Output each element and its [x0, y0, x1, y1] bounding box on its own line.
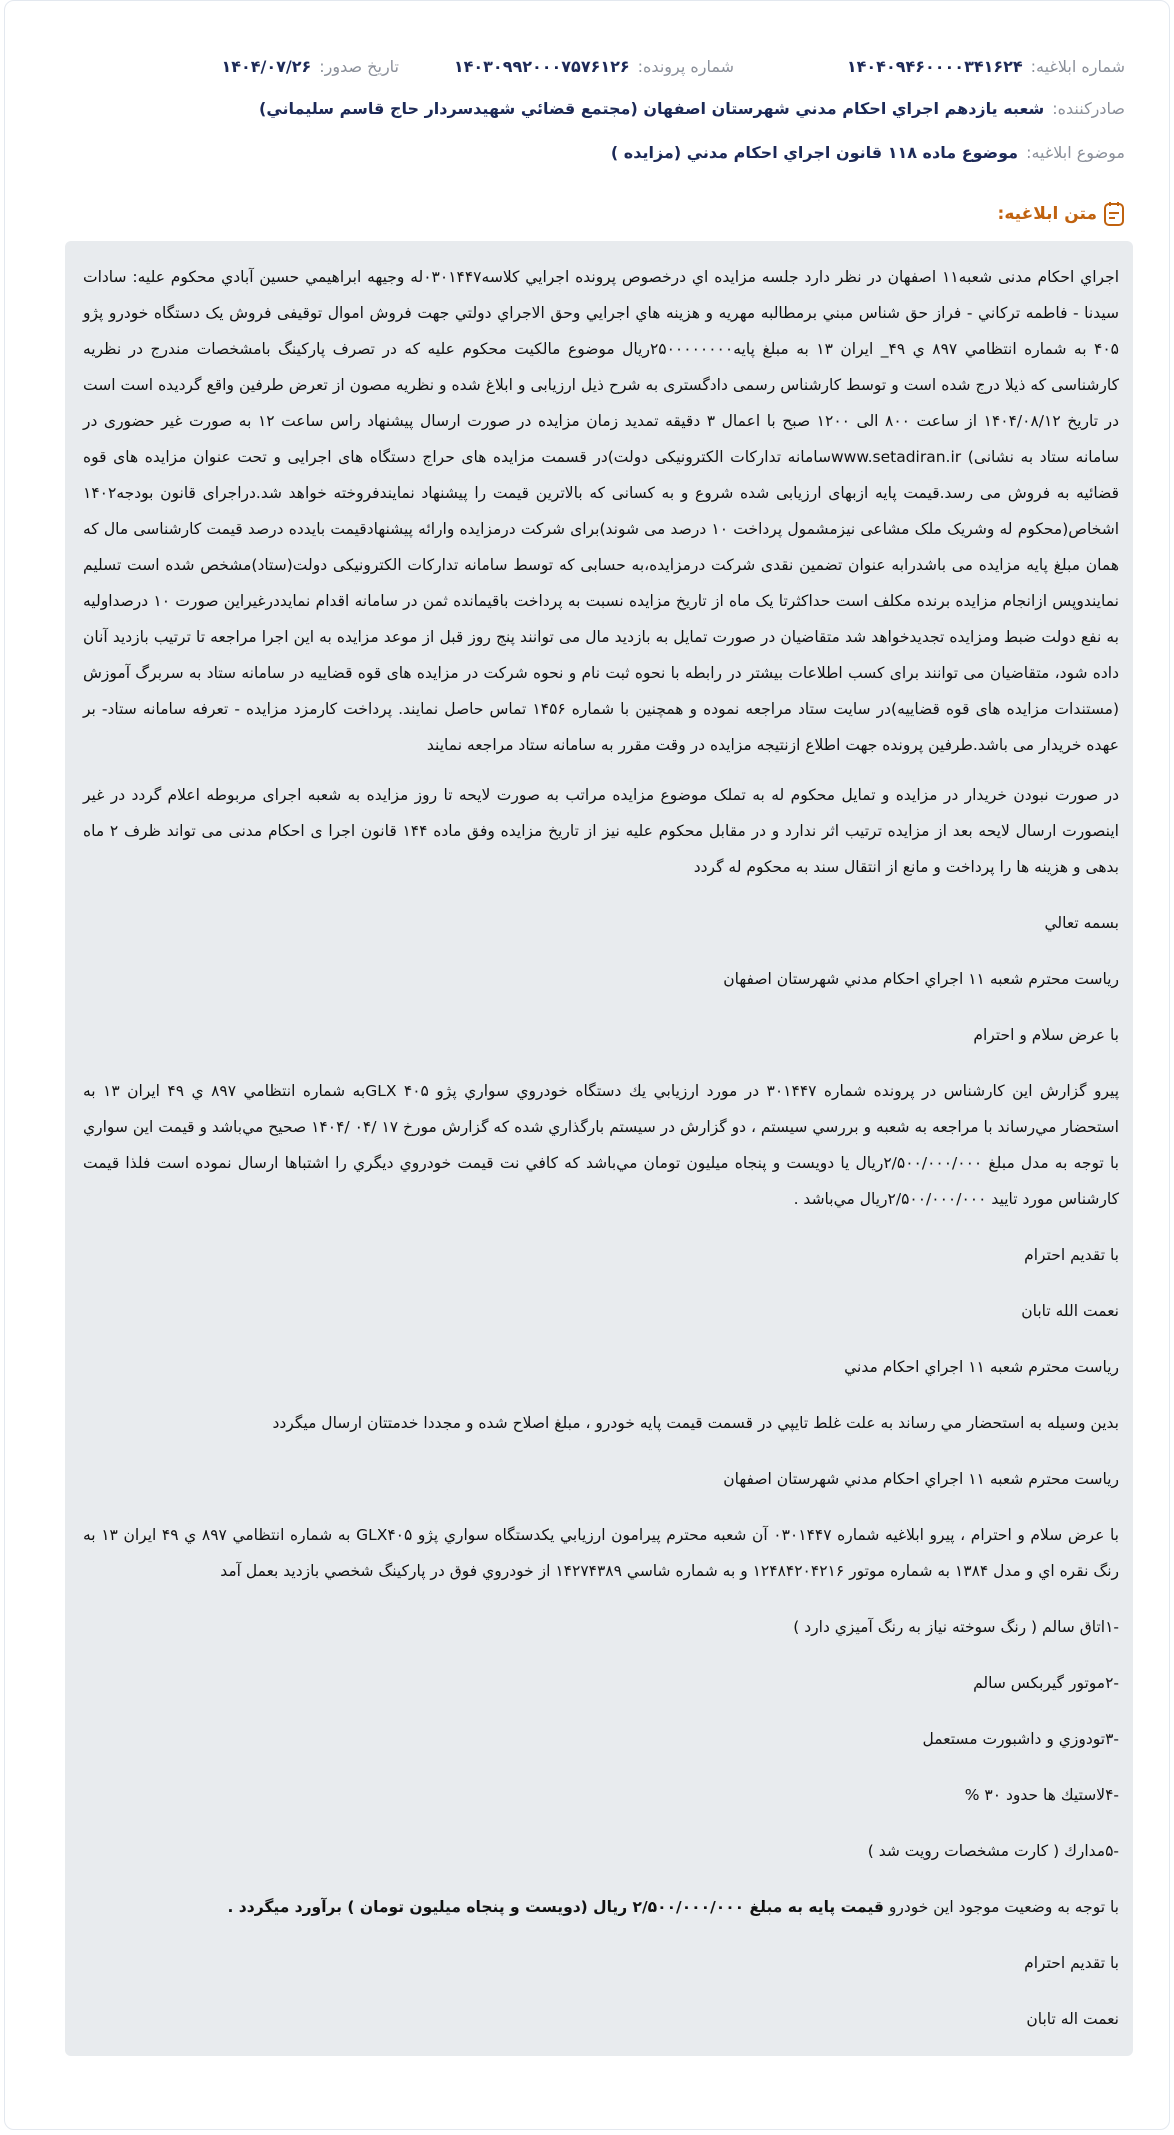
paragraph-inspection: با عرض سلام و احترام ، پيرو ابلاغيه شماره ۰۳۰۱۴۴۷ آن شعبه محترم پيرامون ارزيابي يكدستگاه سواري پژو GLX۴۰۵ به شماره انتظامي ۸۹۷ ي ۴۹ ايران ۱۳ به رنگ نقره اي و مدل ۱۳۸۴ به شماره موتور ۱۲۴۸۴۲۰۴۲۱۶ و به شماره شاسي ۱۴۲۷۴۳۸۹ از خودروي فوق در پاركينگ شخصي بازديد بعمل آمد: [83, 1526, 1119, 1580]
paragraph-addressee-3: رياست محترم شعبه ۱۱ اجراي احكام مدني شهرستان اصفهان: [723, 1470, 1119, 1488]
paragraph-heading: بسمه تعالي: [1044, 914, 1119, 932]
notice-number: شماره ابلاغيه: ۱۴۰۴۰۹۴۶۰۰۰۰۳۴۱۶۲۴: [846, 57, 1125, 76]
paragraph-expert-report: پيرو گزارش اين كارشناس در پرونده شماره ۳۰۱۴۴۷ در مورد ارزيابي يك دستگاه خودروي سواري پژو ۴۰۵ GLXبه شماره انتظامي ۸۹۷ ي ۴۹ ايران ۱۳ به استحضار مي‌رساند با مراجعه به شعبه و بررسي سيستم ، دو گزارش در سيستم بارگذاري شده كه گزارش مورخ ۱۷ /۰۴ /۱۴۰۴ صحيح مي‌باشد و قيمت اين سواري با توجه به مدل مبلغ ۲/۵۰۰/۰۰۰/۰۰۰ريال يا دويست و پنجاه ميليون تومان مي‌باشد كه كافي نت قيمت خودروي ديگري را اشتباها ارسال نموده است فلذا قيمت كارشناس مورد تاييد ۲/۵۰۰/۰۰۰/۰۰۰ريال مي‌باشد .: [83, 1082, 1120, 1208]
list-item: -۵مدارك ( كارت مشخصات رويت شد ): [867, 1842, 1119, 1860]
paragraph-correction: بدين وسيله به استحضار مي رساند به علت غلط تايپي در قسمت قيمت پايه خودرو ، مبلغ اصلاح شده و مجددا خدمتتان ارسال ميگردد: [272, 1414, 1119, 1432]
list-item: -۴لاستيك ها حدود ۳۰ %: [964, 1786, 1119, 1804]
issuer: صادرکننده: شعبه يازدهم اجراي احكام مدني شهرستان اصفهان (مجتمع قضائي شهيدسردار حاج قاسم سليماني): [259, 99, 1125, 118]
list-item: -۳تودوزي و داشبورت مستعمل: [922, 1730, 1119, 1748]
issue-date: تاريخ صدور: ۱۴۰۴/۰۷/۲۶: [221, 57, 399, 76]
paragraph-closing-2: با تقديم احترام: [1024, 1954, 1119, 1972]
paragraph-valuation: با توجه به وضعيت موجود اين خودرو قيمت پايه به مبلغ ۲/۵۰۰/۰۰۰/۰۰۰ ريال (دويست و پنجاه ميليون تومان ) برآورد ميگردد .: [227, 1898, 1119, 1916]
notice-subject: موضوع ابلاغيه: موضوع ماده ۱۱۸ قانون اجراي احكام مدني (مزايده ): [610, 143, 1125, 162]
paragraph-greeting: با عرض سلام و احترام: [973, 1026, 1119, 1044]
paragraph-signature-2: نعمت اله تابان: [1026, 2010, 1119, 2028]
section-title: متن ابلاغيه:: [998, 201, 1125, 227]
notice-card: [4, 0, 1170, 2130]
notice-body: [65, 241, 1133, 2056]
list-item: -۲موتور گيربكس سالم: [973, 1674, 1119, 1692]
paragraph-conditions: در صورت نبودن خریدار در مزایده و تمایل محکوم له به تملک موضوع مزایده مراتب به صورت لایحه تا روز مزایده به شعبه اجرای مربوطه اعلام گردد در غیر اینصورت ارسال لایحه بعد از مزایده ترتیب اثر ندارد و در مقابل محکوم علیه نیز از تاریخ مزایده وفق ماده ۱۴۴ قانون اجرا ی احکام مدنی می تواند ظرف ۲ ماه بدهی و هزینه ها را پرداخت و مانع از انتقال سند به محکوم له گردد: [83, 786, 1119, 876]
paragraph-signature: نعمت الله تابان: [1021, 1302, 1119, 1320]
paragraph-closing: با تقديم احترام: [1024, 1246, 1119, 1264]
list-item: -۱اتاق سالم ( رنگ سوخته نياز به رنگ آميزي دارد ): [793, 1618, 1119, 1636]
case-number: شماره پرونده: ۱۴۰۳۰۹۹۲۰۰۰۷۵۷۶۱۲۶: [453, 57, 734, 76]
paragraph-addressee: رياست محترم شعبه ۱۱ اجراي احكام مدني شهرستان اصفهان: [723, 970, 1119, 988]
document-icon: [1103, 201, 1125, 227]
paragraph-addressee-2: رياست محترم شعبه ۱۱ اجراي احكام مدني: [844, 1358, 1119, 1376]
paragraph-auction: اجراي احكام مدنى شعبه۱۱ اصفهان در نظر دارد جلسه مزايده اي درخصوص پرونده اجرايي كلاسه۰۳۰۱۴۴۷له وجيهه ابراهيمي حسين آبادي محكوم عليه: سادات سيدنا - فاطمه تركاني - فراز حق شناس مبني برمطالبه مهريه و هزينه هاي اجرايي وحق الاجراي دولتي جهت فروش اموال توقيفی فروش یک دستگاه خودرو پژو ۴۰۵ به شماره انتظامي ۸۹۷ ي ۴۹_ ایران ۱۳ به مبلغ پایه۲۵۰۰۰۰۰۰۰۰ریال موضوع مالکیت محکوم علیه که در تصرف پارکینگ بامشخصات مندرج در نظریه کارشناسی که ذیلا درج شده است و توسط کارشناس رسمی دادگستری به شرح ذیل ارزیابی و ابلاغ شده و نظریه مصون از تعرض طرفین واقع گردیده است است در تاریخ ۱۴۰۴/۰۸/۱۲ از ساعت ۸۰۰ الی ۱۲۰۰ صبح با اعمال ۳ دقیقه تمدید زمان مزایده در صورت ارسال پیشنهاد راس ساعت ۱۲ به صورت غیر حضوری در سامانه ستاد به نشانی) www.setadiran.irسامانه تدارکات الکترونیکی دولت)در قسمت مزایده های حراج دستگاه های اجرایی و تحت عنوان مزایده های قوه قضائیه به فروش می رسد.قیمت پایه ازبهای ارزیابی شده شروع و به کسانی که بالاترین قیمت را پیشنهاد نمایندفروخته خواهد شد.دراجرای قانون بودجه۱۴۰۲ اشخاص(محکوم له وشریک ملک مشاعی نیزمشمول پرداخت ۱۰ درصد می شوند)برای شرکت درمزایده وارائه پیشنهادقیمت بایدده درصد قیمت کارشناسی مال که همان مبلغ پایه مزایده می باشدرابه عنوان تضمین نقدی شرکت درمزایده،به حسابی که توسط سامانه تدارکات الکترونیکی دولت(ستاد)مشخص شده است تسلیم نمایندوپس ازانجام مزایده برنده مکلف است حداکثرتا یک ماه از تاریخ مزایده نسبت به پرداخت باقیمانده ثمن در سامانه اقدام نمایددرغیراین صورت ۱۰ درصداولیه به نفع دولت ضبط ومزایده تجدیدخواهد شد متقاضیان در صورت تمایل به بازدید مال می توانند پنج روز قبل از موعد مزایده به این اجرا مراجعه تا ترتیب بازدید آنان داده شود، متقاضیان می توانند برای کسب اطلاعات بیشتر در رابطه با نحوه ثبت نام و نحوه شرکت در مزایده های قوه قضاییه در سامانه ستاد به سربرگ آموزش (مستندات مزایده های قوه قضاییه)در سایت ستاد مراجعه نموده و همچنین با شماره ۱۴۵۶ تماس حاصل نمایند. پرداخت کارمزد مزایده - تعرفه سامانه ستاد- بر عهده خریدار می باشد.طرفین پرونده جهت اطلاع ازنتیجه مزایده در وقت مقرر به سامانه ستاد مراجعه نمایند: [83, 268, 1119, 754]
